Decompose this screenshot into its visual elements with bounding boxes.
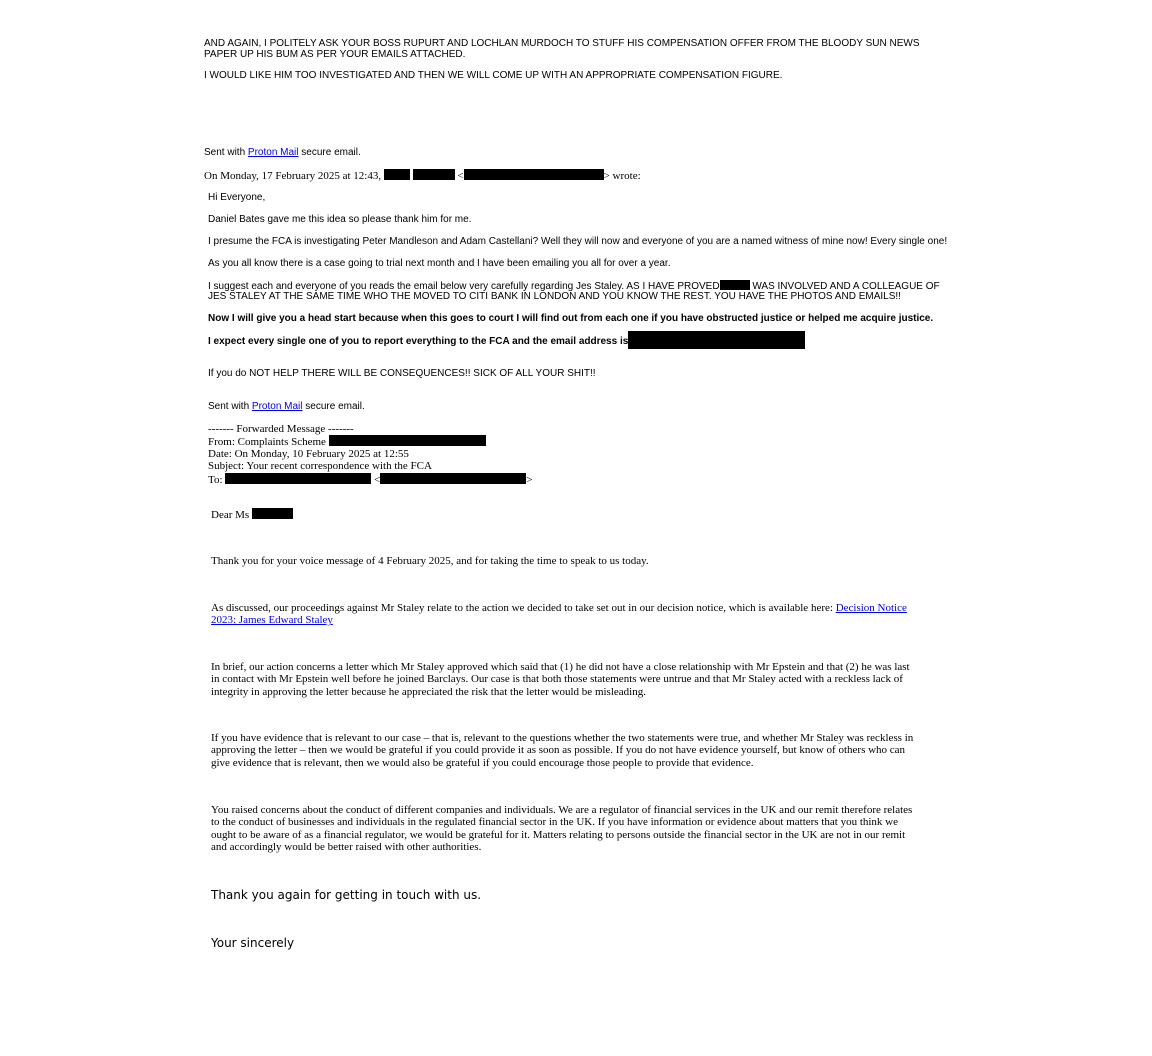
redacted-block <box>413 169 455 180</box>
redacted-block <box>252 508 293 519</box>
quoted-greeting: Hi Everyone, <box>208 192 266 203</box>
redacted-block <box>329 435 486 446</box>
redacted-block <box>720 280 750 290</box>
quoted-line-3: As you all know there is a case going to trial next month and I have been emailing you all for over a year. <box>208 258 671 269</box>
quoted-bold-2-text: I expect every single one of you to report everything to the FCA and the email address is <box>208 336 629 347</box>
letter-paragraph-1: Thank you for your voice message of 4 February 2025, and for taking the time to speak to us today. <box>211 555 649 567</box>
forwarded-to-close: > <box>526 474 533 486</box>
quoted-bold-1-text: Now I will give you a head start because when this goes to court I will find out from each one if you have obstructed justice or helped me acquire justice. <box>208 313 934 324</box>
letter-paragraph-5: You raised concerns about the conduct of different companies and individuals. We are a regulator of financial services in the UK and our remit therefore relates to the conduct of businesses and individuals in the regulated financial sector in the UK. If you have information or evidence about matters that you think we ought to be aware of as a financial regulator, we would be grateful for it. Matters relating to persons outside the financial sector in the UK are not in our remit and accordingly would be better raised with other authorities. <box>211 804 913 854</box>
redacted-block <box>384 169 410 180</box>
quoted-bold-1 <box>208 313 933 324</box>
decision-notice-link[interactable]: Decision Notice 2023: James Edward Staley <box>211 602 907 627</box>
forwarded-to-label: To: <box>208 474 223 486</box>
letter-paragraph-4: If you have evidence that is relevant to our case – that is, relevant to the questions whether the two statements were true, and whether Mr Staley was reckless in approving the letter – then we would be grateful if you could provide it as soon as possible. If you do not have evidence yourself, but know of others who can give evidence that is relevant, then we would also be grateful if you could encourage those people to provide that evidence. <box>211 732 914 769</box>
quote-header-open: < <box>457 170 464 182</box>
signature-line <box>204 147 361 158</box>
signature-prefix: Sent with <box>204 147 246 158</box>
signature-suffix: secure email. <box>301 147 361 158</box>
letter-paragraph-2 <box>211 602 919 627</box>
quoted-proton-mail-link[interactable]: Proton Mail <box>251 401 303 412</box>
redacted-email-block <box>628 331 805 349</box>
letter-thanks: Thank you again for getting in touch with us. <box>211 888 482 902</box>
quote-header-prefix: On Monday, 17 February 2025 at 12:43, <box>204 170 382 182</box>
redacted-block <box>464 169 604 180</box>
redacted-block <box>225 473 371 484</box>
forwarded-from <box>208 435 486 448</box>
quoted-line-4a: I suggest each and everyone of you reads the email below very carefully regarding Jes Staley. AS I HAVE PROVED <box>208 281 720 292</box>
quote-header-suffix: > wrote: <box>603 170 641 182</box>
quoted-bold-2 <box>208 331 805 349</box>
quoted-signature-suffix: secure email. <box>305 401 365 412</box>
top-paragraph-1: AND AGAIN, I POLITELY ASK YOUR BOSS RUPURT AND LOCHLAN MURDOCH TO STUFF HIS COMPENSATION OFFER FROM THE BLOODY SUN NEWS PAPER UP HIS BUM AS PER YOUR EMAILS ATTACHED. <box>204 38 920 60</box>
proton-mail-link[interactable]: Proton Mail <box>247 147 299 158</box>
forwarded-date: Date: On Monday, 10 February 2025 at 12:55 <box>208 448 409 460</box>
quoted-line-2: I presume the FCA is investigating Peter Mandleson and Adam Castellani? Well they will now and everyone of you are a named witness of mine now! Every single one! <box>208 236 948 247</box>
top-paragraph-2: I WOULD LIKE HIM TOO INVESTIGATED AND THEN WE WILL COME UP WITH AN APPROPRIATE COMPENSATION FIGURE. <box>204 70 783 81</box>
forwarded-marker: ------- Forwarded Message ------- <box>208 423 354 435</box>
letter-paragraph-2-text: As discussed, our proceedings against Mr Staley relate to the action we decided to take set out in our decision notice, which is available here: <box>211 602 833 614</box>
redacted-block <box>380 473 526 484</box>
letter-paragraph-3: In brief, our action concerns a letter which Mr Staley approved which said that (1) he did not have a close relationship with Mr Epstein and that (2) he was last in contact with Mr Epstein well before he joined Barclays. Our case is that both those statements were untrue and that Mr Staley acted with a reckless lack of integrity in approving the letter because he appreciated the risk that the letter would be misleading. <box>211 661 910 698</box>
letter-closing: Your sincerely <box>211 936 295 950</box>
forwarded-to <box>208 473 532 486</box>
quoted-signature-line <box>208 401 365 412</box>
quote-header <box>204 169 641 182</box>
quoted-consequences: If you do NOT HELP THERE WILL BE CONSEQUENCES!! SICK OF ALL YOUR SHIT!! <box>208 368 596 379</box>
forwarded-from-label: From: Complaints Scheme <box>208 436 326 448</box>
quoted-signature-prefix: Sent with <box>208 401 250 412</box>
quoted-line-4b: WAS INVOLVED AND A COLLEAGUE OF <box>752 281 940 292</box>
quoted-line-5: JES STALEY AT THE SAME TIME WHO THE MOVED TO CITI BANK IN LONDON AND YOU KNOW THE REST. YOU HAVE THE PHOTOS AND EMAILS!! <box>208 291 901 302</box>
letter-salutation-text: Dear Ms <box>211 509 250 521</box>
letter-salutation <box>211 508 293 521</box>
quoted-line-1: Daniel Bates gave me this idea so please thank him for me. <box>208 214 472 225</box>
forwarded-to-open: < <box>374 474 381 486</box>
forwarded-subject: Subject: Your recent correspondence with the FCA <box>208 460 432 472</box>
